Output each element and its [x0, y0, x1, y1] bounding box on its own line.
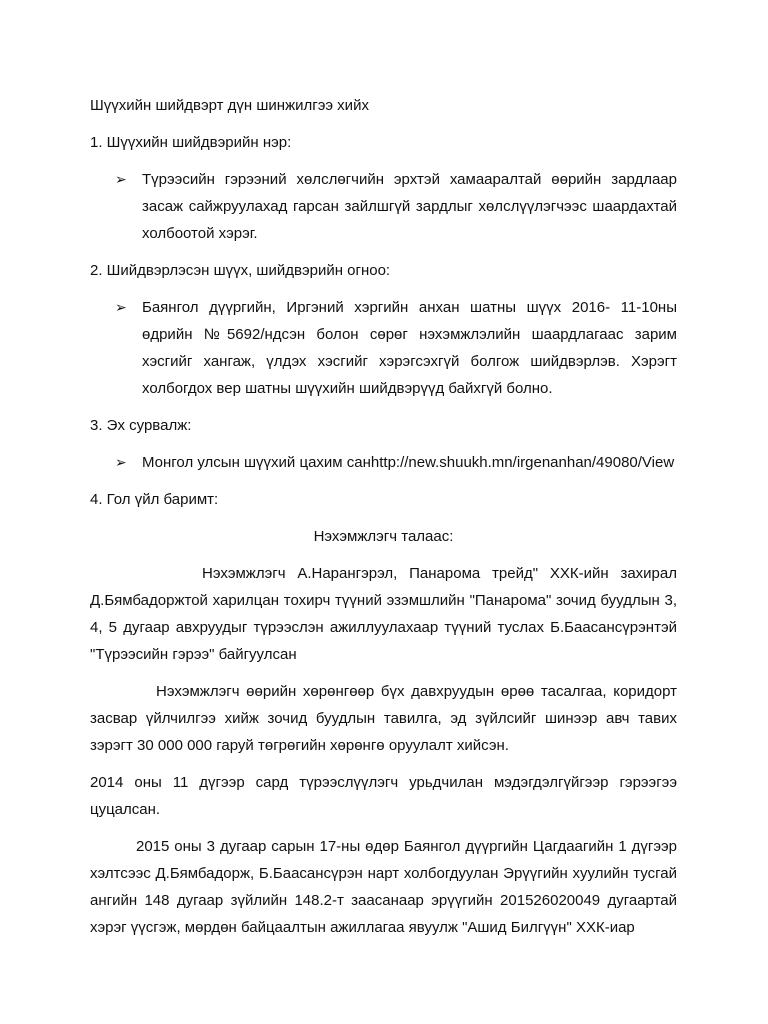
arrow-bullet-icon: ➢: [115, 454, 127, 470]
paragraph: 2014 оны 11 дүгээр сард түрээслүүлэгч урьдчилан мэдэгдэлгүйгээр гэрээгээ цуцалсан.: [90, 774, 677, 818]
bullet-text: Түрээсийн гэрээний хөлслөгчийн эрхтэй хамааралтай өөрийн зардлаар засаж сайжруулахад гарсан зайлшгүй зардлыг хөлслүүлэгчээс шаардахтай холбоотой хэрэг.: [142, 171, 677, 242]
document-title: Шүүхийн шийдвэрт дүн шинжилгээ хийх: [90, 97, 369, 114]
bullet-item: [90, 449, 677, 476]
paragraph: 2015 оны 3 дугаар сарын 17-ны өдөр Баянгол дүүргийн Цагдаагийн 1 дүгээр хэлтсээс Д.Бямбадорж, Б.Баасансүрэн нарт холбогдуулан Эрүүгийн хуулийн тусгай ангийн 148 дугаар зүйлийн 148.2-т заасанаар эрүүгийн 201526020049 дугаартай хэрэг үүсгэж, мөрдөн байцаалтын ажиллагаа явуулж "Ашид Билгүүн" ХХК-иар: [90, 838, 677, 936]
section-heading-2: 2. Шийдвэрлэсэн шүүх, шийдвэрийн огноо:: [90, 262, 391, 279]
bullet-text: Баянгол дүүргийн, Иргэний хэргийн анхан шатны шүүх 2016- 11-10ны өдрийн №5692/ндсэн болон сөрөг нэхэмжлэлийн шаардлагаас зарим хэсгийг хангаж, үлдэх хэсгийг хэрэгсэхгүй болгож шийдвэрлэв. Хэрэгт холбогдох вер шатны шүүхийн шийдвэрүүд байхгүй болно.: [142, 299, 677, 397]
source-link-text: Монгол улсын шүүхий цахим санhttp://new.shuukh.mn/irgenanhan/49080/View: [142, 454, 675, 471]
bullet-item: [90, 294, 677, 402]
plaintiff-subheading: Нэхэмжлэгч талаас:: [313, 528, 454, 545]
arrow-bullet-icon: ➢: [115, 171, 127, 187]
arrow-bullet-icon: ➢: [115, 299, 127, 315]
paragraph: Нэхэмжлэгч өөрийн хөрөнгөөр бүх давхруудын өрөө тасалгаа, коридорт засвар үйлчилгээ хийж зочид буудлын тавилга, эд зүйлсийг шинээр авч тавих зэрэгт 30 000 000 гаруй төгрөгийн хөрөнгө оруулалт хийсэн.: [90, 683, 677, 754]
paragraph: Нэхэмжлэгч А.Нарангэрэл, Панарома трейд" ХХК-ийн захирал Д.Бямбадоржтой харилцан тохирч түүний эзэмшлийн "Панарома" зочид буудлын 3, 4, 5 дугаар авхруудыг түрээслэн ажиллуулахаар түүний туслах Б.Баасансүрэнтэй "Түрээсийн гэрээ" байгуулсан: [90, 565, 677, 663]
section-heading-3: 3. Эх сурвалж:: [90, 417, 192, 434]
section-heading-1: 1. Шүүхийн шийдвэрийн нэр:: [90, 134, 292, 151]
section-heading-4: 4. Гол үйл баримт:: [90, 491, 219, 508]
bullet-item: [90, 166, 677, 247]
document-page: [90, 92, 677, 951]
